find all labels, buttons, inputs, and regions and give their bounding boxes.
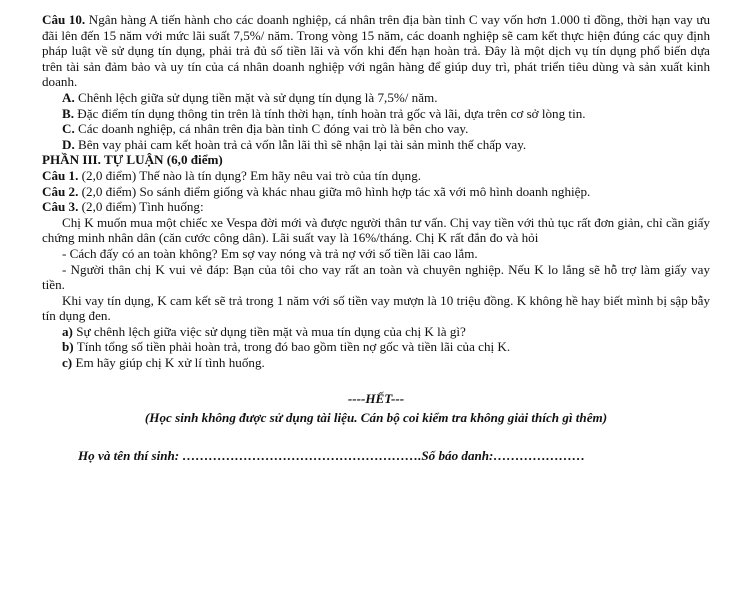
exam-page: [42, 12, 710, 463]
subquestion-c-text: Em hãy giúp chị K xử lí tình huống.: [72, 355, 265, 371]
exam-note: (Học sinh không được sử dụng tài liệu. Cán bộ coi kiểm tra không giải thích gì thêm): [144, 410, 608, 426]
essay-question-3: [42, 199, 710, 215]
subquestion-b: [42, 339, 710, 355]
essay-question-1-label: Câu 1.: [42, 167, 79, 183]
option-c: [42, 121, 710, 137]
part-3-heading: PHẦN III. TỰ LUẬN (6,0 điểm): [42, 152, 223, 168]
subquestion-b-text: Tính tổng số tiền phải hoàn trả, trong đó bao gồm tiền nợ gốc và tiền lãi của chị K.: [73, 339, 511, 355]
option-a: [42, 90, 710, 106]
option-c-text: Các doanh nghiệp, cá nhân trên địa bàn tỉnh C đóng vai trò là bên cho vay.: [74, 121, 469, 137]
essay-question-3-text: (2,0 điểm) Tình huống:: [78, 199, 204, 215]
question-10: [42, 12, 710, 90]
option-b-text: Đặc điểm tín dụng thông tin trên là tính thời hạn, tính hoàn trả gốc và lãi, dựa trên cơ sở lòng tin.: [74, 105, 586, 121]
essay-question-3-label: Câu 3.: [42, 199, 79, 215]
option-c-key: C.: [62, 121, 75, 137]
option-b-key: B.: [62, 105, 75, 121]
option-d: [42, 137, 710, 153]
situation-paragraph-2: Khi vay tín dụng, K cam kết sẽ trả trong 1 năm với số tiền vay mượn là 10 triệu đồng. K không hề hay biết mình bị sập bẫy tín dụng đen.: [42, 292, 710, 324]
subquestion-a-text: Sự chênh lệch giữa việc sử dụng tiền mặt và mua tín dụng của chị K là gì?: [72, 323, 466, 339]
situation-paragraph-1: Chị K muốn mua một chiếc xe Vespa đời mới và được người thân tư vấn. Chị vay tiền với thủ tục rất đơn giản, chỉ cần giấy chứng minh nhân dân (căn cước công dân). Lãi suất vay là 16%/tháng. Chị K rất đắn đo và hỏi: [42, 214, 710, 246]
essay-question-1: [42, 168, 710, 184]
essay-question-2-text: (2,0 điểm) So sánh điểm giống và khác nhau giữa mô hình hợp tác xã với mô hình doanh nghiệp.: [78, 183, 591, 199]
candidate-id-dots: …………………: [493, 447, 586, 463]
candidate-name-dots: ……………………………………………….: [179, 447, 422, 463]
subquestion-a: [42, 324, 710, 340]
essay-question-2: [42, 184, 710, 200]
subquestion-c-key: c): [62, 355, 73, 371]
option-d-key: D.: [62, 136, 75, 152]
option-a-key: A.: [62, 89, 75, 105]
essay-question-1-text: (2,0 điểm) Thế nào là tín dụng? Em hãy nêu vai trò của tín dụng.: [78, 167, 422, 183]
candidate-name-label: Họ và tên thí sinh:: [78, 447, 180, 463]
question-10-text: Ngân hàng A tiến hành cho các doanh nghiệp, cá nhân trên địa bàn tỉnh C vay vốn hơn 1.000 tỉ đồng, thời hạn vay ưu đãi lên đến 15 năm với mức lãi suất 7,5%/ năm. Trong vòng 15 năm, các doanh nghiệp sẽ cam kết thực hiện đúng các quy định pháp luật về sử dụng tín dụng, phải trả đủ số tiền lãi và vốn khi đến hạn hoàn trả. Đây là một dịch vụ tín dụng phổ biến dựa trên tài sản đảm bảo và uy tín của cá nhân doanh nghiệp với ngân hàng để giúp duy trì, phát triển tiêu dùng và sản xuất kinh doanh.: [42, 12, 710, 90]
dialog-line-2: - Người thân chị K vui vẻ đáp: Bạn của tôi cho vay rất an toàn và chuyên nghiệp. Nếu K lo lắng sẽ hỗ trợ làm giấy vay tiền.: [42, 261, 710, 293]
candidate-id-label: Số báo danh:: [421, 447, 494, 463]
option-d-text: Bên vay phải cam kết hoàn trả cả vốn lẫn lãi thì sẽ nhận lại tài sản mình thế chấp vay.: [74, 136, 527, 152]
subquestion-a-key: a): [62, 323, 73, 339]
candidate-info-line: [42, 448, 710, 464]
dialog-line-1: - Cách đấy có an toàn không? Em sợ vay nóng và trả nợ với số tiền lãi cao lắm.: [62, 245, 478, 261]
subquestion-b-key: b): [62, 339, 74, 355]
question-10-label: Câu 10.: [42, 12, 86, 27]
option-a-text: Chênh lệch giữa sử dụng tiền mặt và sử dụng tín dụng là 7,5%/ năm.: [74, 89, 438, 105]
end-marker: ----HẾT---: [347, 390, 405, 406]
essay-question-2-label: Câu 2.: [42, 183, 79, 199]
subquestion-c: [42, 355, 710, 371]
option-b: [42, 106, 710, 122]
